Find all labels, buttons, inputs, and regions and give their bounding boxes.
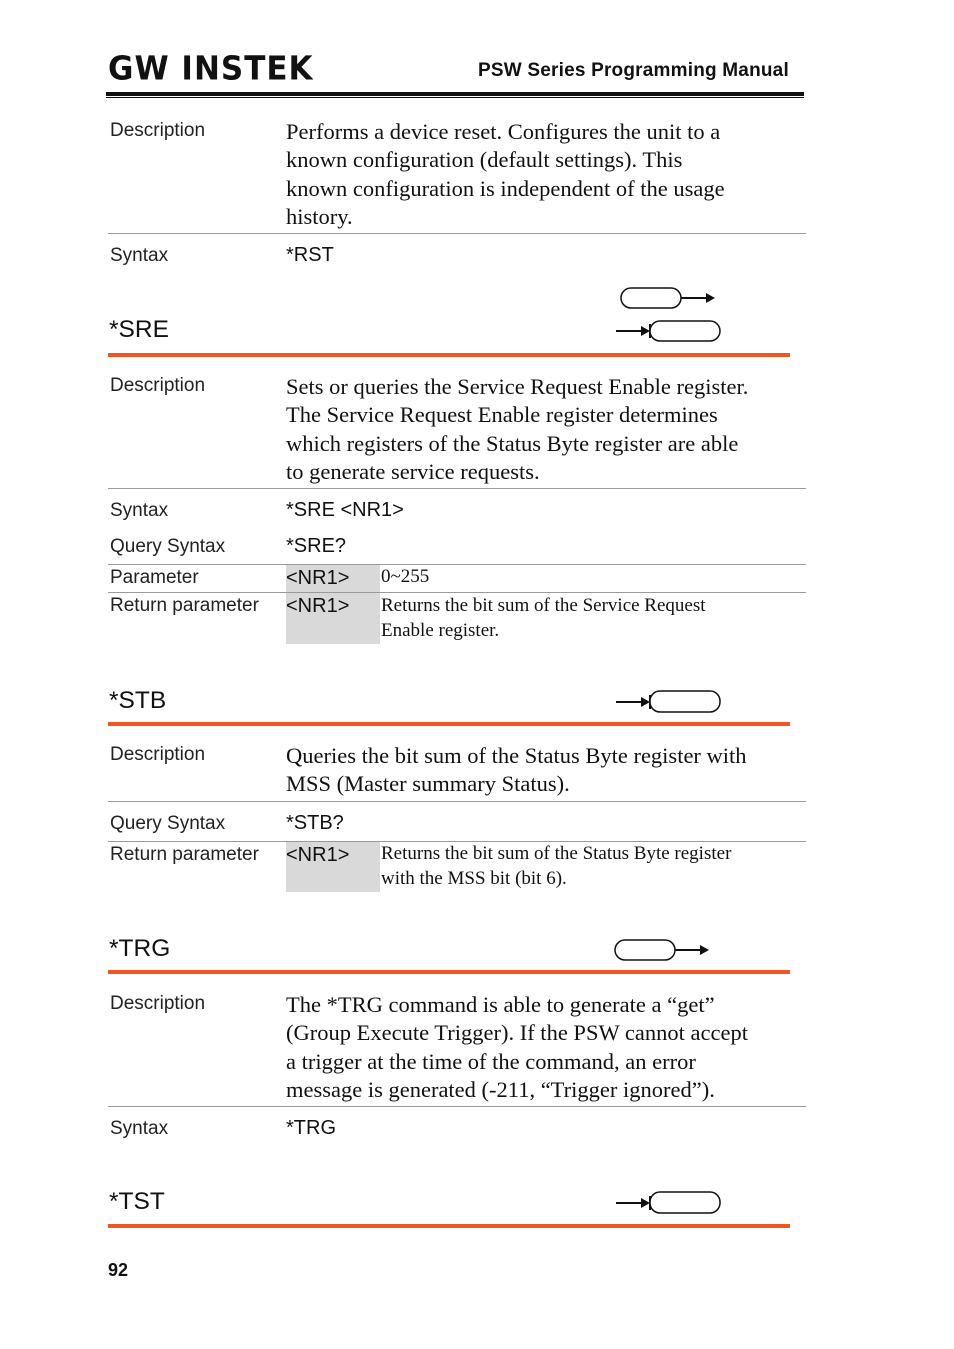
manual-title: PSW Series Programming Manual <box>478 60 789 81</box>
stb-return-description: Returns the bit sum of the Status Byte register with the MSS bit (bit 6). <box>381 843 732 889</box>
stb-return-label: Return parameter <box>110 844 259 865</box>
set-command-icon <box>621 288 715 308</box>
query-command-icon <box>616 691 720 712</box>
stb-return-type: <NR1> <box>286 844 350 866</box>
tst-command-title: *TST <box>109 1188 165 1215</box>
rst-syntax-label: Syntax <box>110 245 169 266</box>
section-rule <box>108 353 790 357</box>
divider <box>108 233 806 234</box>
section-rule <box>108 722 790 726</box>
sre-syntax-label: Syntax <box>110 500 169 521</box>
divider <box>108 801 806 802</box>
trg-syntax-label: Syntax <box>110 1118 169 1139</box>
trg-command-type-icons <box>608 936 723 966</box>
trg-description-label: Description <box>110 993 206 1014</box>
trg-command-title: *TRG <box>109 935 171 962</box>
sre-query-syntax: *SRE? <box>286 535 347 557</box>
sre-description: Sets or queries the Service Request Enable register. The Service Request Enable register determines which registers of the Status Byte register are able to generate service requests. <box>286 374 749 484</box>
sre-syntax: *SRE <NR1> <box>286 499 404 521</box>
rst-description-label: Description <box>110 120 206 141</box>
query-command-icon <box>616 1192 720 1213</box>
sre-parameter-value: 0~255 <box>381 566 430 587</box>
query-command-icon <box>616 321 720 341</box>
divider <box>108 592 806 593</box>
stb-description: Queries the bit sum of the Status Byte register with MSS (Master summary Status). <box>286 743 747 797</box>
stb-query-syntax: *STB? <box>286 812 344 834</box>
trg-syntax: *TRG <box>286 1117 336 1139</box>
brand-logo: GW INSTEK <box>108 50 314 88</box>
sre-query-syntax-label: Query Syntax <box>110 536 226 557</box>
rst-description: Performs a device reset. Configures the unit to a known configuration (default settings). This known configuration is independent of the usage history. <box>286 119 725 229</box>
stb-command-title: *STB <box>109 687 167 714</box>
divider <box>108 1106 806 1107</box>
sre-return-type: <NR1> <box>286 595 350 617</box>
divider <box>108 488 806 489</box>
header-rule-thin <box>106 97 804 98</box>
sre-return-label: Return parameter <box>110 595 259 616</box>
rst-syntax: *RST <box>286 244 334 266</box>
divider <box>108 564 806 565</box>
stb-description-label: Description <box>110 744 206 765</box>
set-command-icon <box>615 940 709 960</box>
stb-query-syntax-label: Query Syntax <box>110 813 226 834</box>
section-rule <box>108 970 790 974</box>
sre-parameter-type: <NR1> <box>286 567 350 589</box>
tst-command-type-icons <box>612 1189 727 1219</box>
trg-description: The *TRG command is able to generate a “get” (Group Execute Trigger). If the PSW cannot accept a trigger at the time of the command, an error message is generated (-211, “Trigger ignored”). <box>286 992 748 1102</box>
sre-command-type-icons <box>612 284 727 346</box>
sre-return-description: Returns the bit sum of the Service Request Enable register. <box>381 595 706 641</box>
section-rule <box>108 1224 790 1228</box>
stb-command-type-icons <box>612 688 727 718</box>
sre-parameter-label: Parameter <box>110 567 199 588</box>
sre-command-title: *SRE <box>109 316 169 343</box>
page-number: 92 <box>108 1260 129 1280</box>
sre-description-label: Description <box>110 375 206 396</box>
header-rule <box>106 92 804 96</box>
